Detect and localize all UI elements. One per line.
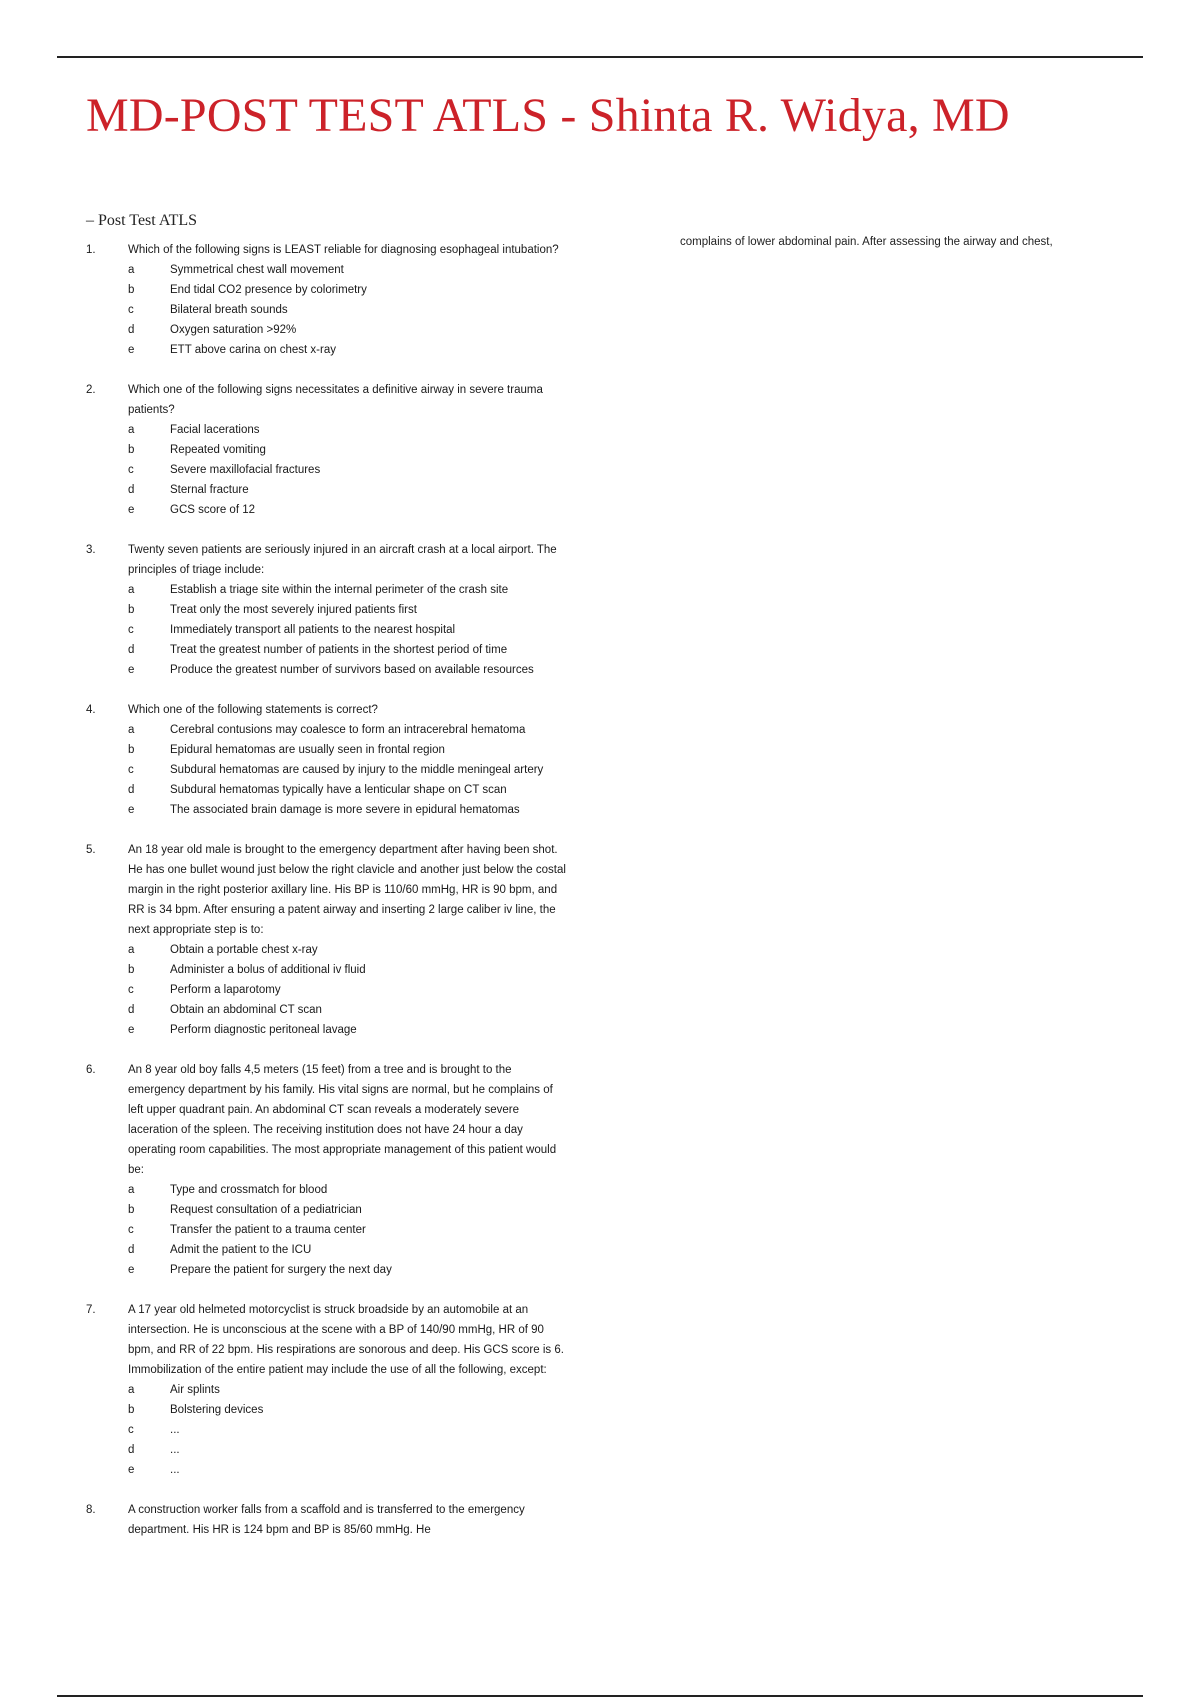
option-letter: e — [128, 664, 135, 676]
option-text: Oxygen saturation >92% — [170, 324, 297, 336]
option-letter: a — [128, 724, 135, 736]
answer-option — [86, 1400, 566, 1420]
question-text: Which of the following signs is LEAST reliable for diagnosing esophageal intubation? — [128, 244, 559, 256]
option-letter: b — [128, 744, 135, 756]
questions-column — [86, 240, 566, 1560]
question-text: Which one of the following statements is correct? — [128, 704, 378, 716]
option-text: Subdural hematomas typically have a lenticular shape on CT scan — [170, 784, 507, 796]
answer-option — [86, 1000, 566, 1020]
answer-option — [86, 660, 566, 680]
question-item — [86, 1060, 566, 1280]
option-text: Administer a bolus of additional iv fluid — [170, 964, 366, 976]
option-letter: d — [128, 1244, 135, 1256]
answer-option — [86, 1420, 566, 1440]
option-text: Facial lacerations — [170, 424, 260, 436]
question-number: 4. — [86, 704, 96, 716]
option-letter: c — [128, 1224, 134, 1236]
question-row — [86, 540, 566, 580]
option-letter: c — [128, 464, 134, 476]
option-letter: d — [128, 1004, 135, 1016]
answer-options — [86, 260, 566, 360]
option-letter: c — [128, 304, 134, 316]
option-letter: b — [128, 964, 135, 976]
option-letter: a — [128, 584, 135, 596]
option-letter: d — [128, 784, 135, 796]
answer-option — [86, 1220, 566, 1240]
option-text: ... — [170, 1424, 180, 1436]
question-item — [86, 240, 566, 360]
answer-option — [86, 1240, 566, 1260]
option-letter: a — [128, 1384, 135, 1396]
question-row — [86, 700, 566, 720]
answer-option — [86, 440, 566, 460]
option-text: ETT above carina on chest x-ray — [170, 344, 336, 356]
question-text: Which one of the following signs necessitates a definitive airway in severe trauma patients? — [128, 384, 543, 416]
answer-option — [86, 260, 566, 280]
answer-option — [86, 460, 566, 480]
question-item — [86, 380, 566, 520]
answer-option — [86, 620, 566, 640]
option-letter: e — [128, 804, 135, 816]
option-text: Produce the greatest number of survivors based on available resources — [170, 664, 534, 676]
question-number: 8. — [86, 1504, 96, 1516]
option-text: Sternal fracture — [170, 484, 249, 496]
option-text: Type and crossmatch for blood — [170, 1184, 328, 1196]
question-number: 2. — [86, 384, 96, 396]
right-column-text: complains of lower abdominal pain. After assessing the airway and chest, — [680, 236, 1053, 248]
option-text: Obtain a portable chest x-ray — [170, 944, 318, 956]
question-text: A construction worker falls from a scaffold and is transferred to the emergency department. His HR is 124 bpm and BP is 85/60 mmHg. He — [128, 1504, 525, 1536]
option-letter: a — [128, 944, 135, 956]
question-item — [86, 540, 566, 680]
option-text: Severe maxillofacial fractures — [170, 464, 321, 476]
question-number: 3. — [86, 544, 96, 556]
option-text: Perform diagnostic peritoneal lavage — [170, 1024, 357, 1036]
question-row — [86, 1060, 566, 1180]
option-text: Symmetrical chest wall movement — [170, 264, 344, 276]
option-text: Repeated vomiting — [170, 444, 266, 456]
answer-options — [86, 420, 566, 520]
question-row — [86, 240, 566, 260]
answer-options — [86, 1180, 566, 1280]
answer-option — [86, 1380, 566, 1400]
answer-option — [86, 800, 566, 820]
option-text: Admit the patient to the ICU — [170, 1244, 312, 1256]
question-item — [86, 1500, 566, 1540]
option-letter: b — [128, 1404, 135, 1416]
option-letter: d — [128, 1444, 135, 1456]
answer-options — [86, 1380, 566, 1480]
top-rule — [57, 56, 1143, 58]
option-text: The associated brain damage is more severe in epidural hematomas — [170, 804, 520, 816]
option-letter: a — [128, 424, 135, 436]
question-row — [86, 1500, 566, 1540]
option-letter: c — [128, 1424, 134, 1436]
question-number: 5. — [86, 844, 96, 856]
answer-option — [86, 1020, 566, 1040]
answer-option — [86, 600, 566, 620]
option-letter: a — [128, 1184, 135, 1196]
option-letter: d — [128, 644, 135, 656]
answer-option — [86, 1200, 566, 1220]
page-title: MD-POST TEST ATLS - Shinta R. Widya, MD — [86, 89, 1010, 142]
answer-option — [86, 1440, 566, 1460]
answer-option — [86, 1180, 566, 1200]
option-letter: c — [128, 624, 134, 636]
option-text: Bolstering devices — [170, 1404, 264, 1416]
question-text: A 17 year old helmeted motorcyclist is struck broadside by an automobile at an intersection. He is unconscious at the scene with a BP of 140/90 mmHg, HR of 90 bpm, and RR of 22 bpm. His respirations are sonorous and deep. His GCS score is 6. Immobilization of the entire patient may include the use of all the following, except: — [128, 1304, 564, 1376]
question-number: 1. — [86, 244, 96, 256]
option-text: Obtain an abdominal CT scan — [170, 1004, 322, 1016]
option-text: Subdural hematomas are caused by injury to the middle meningeal artery — [170, 764, 544, 776]
answer-option — [86, 740, 566, 760]
answer-option — [86, 480, 566, 500]
question-item — [86, 1300, 566, 1480]
answer-options — [86, 580, 566, 680]
option-letter: d — [128, 484, 135, 496]
answer-option — [86, 580, 566, 600]
option-letter: e — [128, 1024, 135, 1036]
answer-option — [86, 500, 566, 520]
question-number: 6. — [86, 1064, 96, 1076]
answer-option — [86, 760, 566, 780]
answer-option — [86, 640, 566, 660]
question-item — [86, 840, 566, 1040]
option-letter: d — [128, 324, 135, 336]
option-text: Prepare the patient for surgery the next day — [170, 1264, 392, 1276]
option-letter: e — [128, 1464, 135, 1476]
answer-option — [86, 1260, 566, 1280]
bottom-rule — [57, 1695, 1143, 1697]
option-text: Bilateral breath sounds — [170, 304, 288, 316]
option-text: ... — [170, 1444, 180, 1456]
option-letter: c — [128, 984, 134, 996]
option-letter: c — [128, 764, 134, 776]
option-letter: b — [128, 444, 135, 456]
answer-option — [86, 720, 566, 740]
option-text: Establish a triage site within the internal perimeter of the crash site — [170, 584, 509, 596]
answer-option — [86, 280, 566, 300]
option-letter: e — [128, 344, 135, 356]
answer-options — [86, 940, 566, 1040]
question-text: Twenty seven patients are seriously injured in an aircraft crash at a local airport. The principles of triage include: — [128, 544, 557, 576]
answer-option — [86, 300, 566, 320]
answer-option — [86, 960, 566, 980]
option-text: Transfer the patient to a trauma center — [170, 1224, 366, 1236]
answer-option — [86, 340, 566, 360]
question-row — [86, 840, 566, 940]
option-letter: a — [128, 264, 135, 276]
option-text: Treat only the most severely injured patients first — [170, 604, 417, 616]
option-text: GCS score of 12 — [170, 504, 256, 516]
question-text: An 18 year old male is brought to the emergency department after having been shot. He has one bullet wound just below the right clavicle and another just below the costal margin in the right posterior axillary line. His BP is 110/60 mmHg, HR is 90 bpm, and RR is 34 bpm. After ensuring a patent airway and inserting 2 large caliber iv line, the next appropriate step is to: — [128, 844, 566, 936]
option-text: ... — [170, 1464, 180, 1476]
option-text: End tidal CO2 presence by colorimetry — [170, 284, 367, 296]
answer-option — [86, 320, 566, 340]
answer-option — [86, 940, 566, 960]
option-text: Cerebral contusions may coalesce to form an intracerebral hematoma — [170, 724, 526, 736]
section-heading: – Post Test ATLS — [86, 212, 198, 229]
question-number: 7. — [86, 1304, 96, 1316]
question-item — [86, 700, 566, 820]
answer-option — [86, 780, 566, 800]
option-letter: b — [128, 1204, 135, 1216]
answer-option — [86, 420, 566, 440]
option-text: Request consultation of a pediatrician — [170, 1204, 362, 1216]
option-text: Air splints — [170, 1384, 220, 1396]
option-letter: e — [128, 1264, 135, 1276]
question-row — [86, 1300, 566, 1380]
option-text: Perform a laparotomy — [170, 984, 281, 996]
option-letter: b — [128, 604, 135, 616]
option-text: Treat the greatest number of patients in the shortest period of time — [170, 644, 508, 656]
option-letter: e — [128, 504, 135, 516]
option-text: Immediately transport all patients to the nearest hospital — [170, 624, 456, 636]
option-text: Epidural hematomas are usually seen in frontal region — [170, 744, 445, 756]
answer-option — [86, 980, 566, 1000]
answer-option — [86, 1460, 566, 1480]
question-row — [86, 380, 566, 420]
answer-options — [86, 720, 566, 820]
question-text: An 8 year old boy falls 4,5 meters (15 feet) from a tree and is brought to the emergency department by his family. His vital signs are normal, but he complains of left upper quadrant pain. An abdominal CT scan reveals a moderately severe laceration of the spleen. The receiving institution does not have 24 hour a day operating room capabilities. The most appropriate management of this patient would be: — [128, 1064, 557, 1176]
option-letter: b — [128, 284, 135, 296]
